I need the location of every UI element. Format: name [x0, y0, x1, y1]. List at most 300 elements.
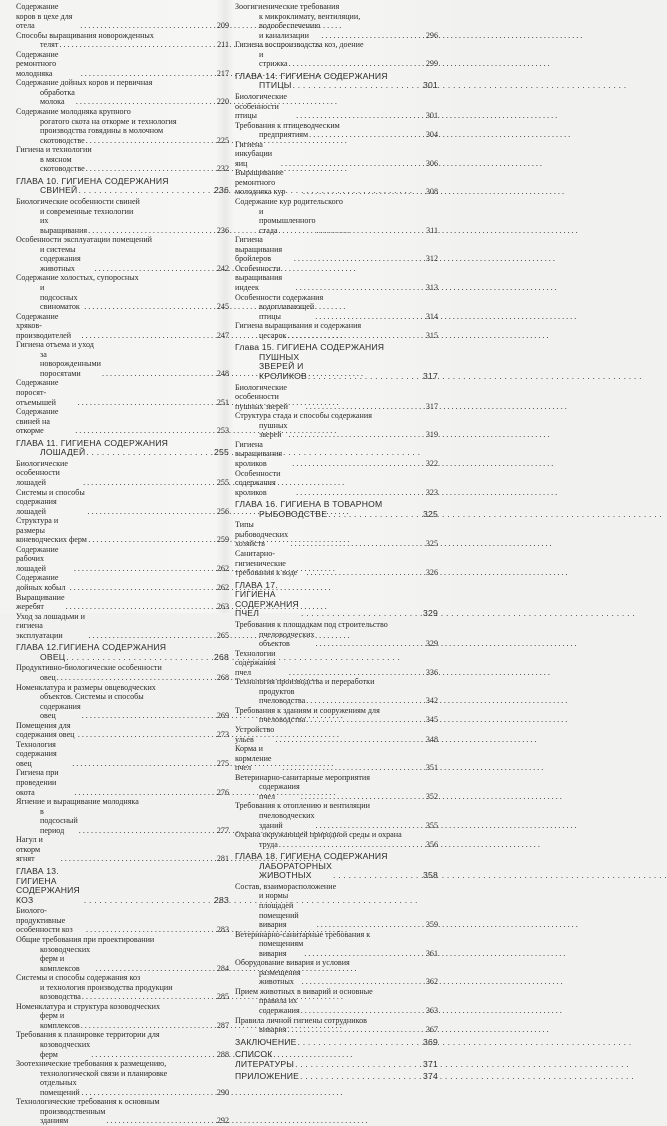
- entry-title-line: объектов. Системы и способы: [40, 692, 144, 702]
- page-number: 317: [423, 371, 438, 382]
- chapter-heading: [16, 177, 229, 196]
- dot-leader: [81, 1088, 215, 1098]
- toc-entry: [16, 740, 229, 769]
- page-number: 283: [214, 894, 229, 905]
- entry-title-line: Требования к зданиям и сооружениям для: [235, 705, 380, 715]
- toc-entry: [235, 469, 438, 498]
- dot-leader: [88, 535, 216, 545]
- dot-leader: [309, 130, 425, 140]
- toc-entry: [235, 1016, 438, 1035]
- chapter-heading: [235, 343, 438, 381]
- entry-title-line: содержания овец: [40, 701, 81, 721]
- page-number: 323: [425, 487, 438, 497]
- dot-leader: [295, 1060, 422, 1070]
- entry-title-line: предприятиям: [259, 130, 309, 140]
- entry-title-line: ГЛАВА 10. ГИГИЕНА СОДЕРЖАНИЯ: [16, 175, 169, 186]
- entry-title-line: Содержание хряков-производителей: [16, 311, 72, 340]
- page-number: 245: [216, 302, 229, 312]
- entry-title-line: Содержание свиней на откорме: [16, 407, 59, 436]
- dot-leader: [82, 992, 216, 1002]
- dot-leader: [82, 711, 216, 721]
- dot-leader: [315, 312, 425, 322]
- toc-entry: [235, 549, 438, 578]
- entry-title-line: отдельных помещений: [40, 1078, 80, 1097]
- entry-title-line: за новорожденными поросятами: [40, 349, 101, 378]
- entry-title-line: Содержание холостых, супоросных: [16, 273, 139, 283]
- page-number: 292: [216, 1116, 229, 1126]
- entry-title-line: козоводческих ферм: [40, 1039, 91, 1059]
- page-number: 209: [216, 21, 229, 31]
- page-number: 251: [216, 397, 229, 407]
- page-number: 225: [216, 135, 229, 145]
- toc-entry: [235, 677, 438, 706]
- entry-title-line: Технологии содержания пчел: [235, 648, 276, 677]
- toc-entry: [235, 197, 438, 235]
- entry-title-line: Гигиена и технологии: [16, 145, 92, 155]
- toc-entry: [16, 612, 229, 641]
- entry-title-line: ферм и комплексов: [40, 1011, 80, 1030]
- dot-leader: [88, 507, 216, 517]
- page-number: 336: [425, 667, 438, 677]
- toc-entry: [235, 92, 438, 121]
- entry-title-line: водообеспечению и канализации: [259, 21, 321, 40]
- dot-leader: [321, 31, 425, 41]
- entry-title-line: Гигиена выращивания кроликов: [235, 439, 283, 468]
- page-number: 301: [423, 80, 438, 91]
- page-number: 313: [425, 282, 438, 292]
- entry-title-line: и технология производства продукции: [40, 982, 173, 992]
- dot-leader: [301, 1006, 425, 1016]
- dot-leader: [86, 925, 216, 935]
- toc-entry: [235, 830, 438, 849]
- page-number: 256: [216, 506, 229, 516]
- dot-leader: [76, 97, 216, 107]
- entry-title-line: Особенности содержания: [235, 292, 324, 302]
- dot-leader: [78, 186, 213, 196]
- dot-leader: [300, 1072, 422, 1082]
- dot-leader: [86, 164, 216, 174]
- page-number: 296: [425, 30, 438, 40]
- toc-entry: [16, 1059, 229, 1097]
- entry-title-line: Особенности эксплуатации помещений: [16, 235, 152, 245]
- page-number: 284: [216, 963, 229, 973]
- entry-title-line: Содержание дойных коров и первичная: [16, 78, 153, 88]
- toc-entry: [16, 2, 229, 31]
- page-number: 317: [425, 401, 438, 411]
- dot-leader: [333, 871, 422, 881]
- page-number: 299: [425, 59, 438, 69]
- dot-leader: [86, 136, 216, 146]
- entry-title-line: Требования к планировке территории для: [16, 1030, 160, 1040]
- chapter-heading: [235, 852, 438, 881]
- page-number: 322: [425, 458, 438, 468]
- entry-title-line: козоводческих ферм и комплексов: [40, 944, 91, 973]
- entry-title-line: Содержание кур родительского: [235, 197, 343, 207]
- toc-left-column: [16, 2, 229, 1126]
- dot-leader: [89, 631, 216, 641]
- toc-entry: [235, 440, 438, 469]
- page-number: 355: [425, 820, 438, 830]
- toc-entry: [235, 383, 438, 412]
- entry-title-line: Типы рыбоводческих хозяйств: [235, 520, 289, 549]
- toc-entry: [16, 378, 229, 407]
- page-number: 363: [425, 1006, 438, 1016]
- entry-title-line: вивария: [259, 1025, 287, 1035]
- page-number: 242: [216, 263, 229, 273]
- entry-title-line: Корма и кормление пчел: [235, 744, 272, 773]
- page-number: 329: [423, 608, 438, 619]
- toc-entry: [16, 407, 229, 436]
- entry-title-line: Технологические требования к основным: [16, 1097, 160, 1107]
- entry-title-line: и нормы площадей помещений вивария: [259, 891, 299, 930]
- dot-leader: [78, 730, 216, 740]
- toc-entry: [235, 725, 438, 744]
- toc-entry: [16, 312, 229, 341]
- entry-title-line: и системы содержания животных: [40, 244, 81, 273]
- page-number: 312: [425, 254, 438, 264]
- entry-title-line: ГЛАВА 14. ГИГИЕНА СОДЕРЖАНИЯ: [235, 70, 388, 81]
- entry-title-line: производства говядины в молочном: [40, 126, 164, 136]
- dot-leader: [78, 398, 216, 408]
- dot-leader: [306, 402, 425, 412]
- entry-title-line: Помещения для содержания овец: [16, 720, 75, 740]
- entry-title-line: Содержание коров в цехе для отела: [16, 2, 73, 31]
- toc-entry: [235, 293, 438, 322]
- page-number: 247: [216, 330, 229, 340]
- dot-leader: [59, 40, 216, 50]
- toc-entry: [16, 488, 229, 517]
- entry-title-line: Гигиена инкубации яиц: [235, 139, 273, 168]
- toc-entry: [16, 459, 229, 488]
- dot-leader: [275, 735, 425, 745]
- page-number: 352: [425, 791, 438, 801]
- dot-leader: [83, 478, 216, 488]
- entry-title-line: Требования к отоплению и вентиляции: [235, 801, 370, 811]
- toc-entry: [235, 987, 438, 1016]
- page-number: 255: [214, 447, 229, 458]
- entry-title-line: Системы и способы содержания коз: [16, 973, 141, 983]
- entry-title-line: Биолого-продуктивные особенности коз: [16, 906, 73, 935]
- entry-title-line: Содержание ремонтного молодняка: [16, 49, 59, 78]
- entry-title-line: ГЛАВА 18. ГИГИЕНА СОДЕРЖАНИЯ: [235, 851, 388, 862]
- dot-leader: [301, 792, 425, 802]
- entry-title-line: их выращивания: [40, 216, 88, 235]
- page-number: 290: [216, 1087, 229, 1097]
- dot-leader: [288, 1025, 425, 1035]
- toc-entry: [235, 801, 438, 830]
- page-number: 308: [425, 187, 438, 197]
- page-number: 288: [216, 1049, 229, 1059]
- entry-title-line: ОВЕЦ: [40, 651, 66, 662]
- entry-title-line: ГЛАВА 13. ГИГИЕНА СОДЕРЖАНИЯ КОЗ: [16, 865, 80, 905]
- page-number: 361: [425, 948, 438, 958]
- page-number: 319: [425, 430, 438, 440]
- entry-title-line: скотоводстве: [40, 135, 85, 145]
- entry-title-line: к микроклимату, вентиляции,: [259, 11, 361, 21]
- page-number: 342: [425, 696, 438, 706]
- dot-leader: [75, 426, 216, 436]
- entry-title-line: пушных зверей: [259, 420, 288, 440]
- entry-title-line: Биологические особенности птицы: [235, 92, 287, 121]
- toc-entry: [235, 930, 438, 959]
- entry-title-line: Устройство ульев: [235, 725, 275, 744]
- entry-title-line: Правила личной гигиены сотрудников: [235, 1015, 367, 1025]
- entry-title-line: Требования к птицеводческим: [235, 120, 340, 130]
- entry-title-line: помещениям вивария: [259, 939, 304, 958]
- page-number: 217: [216, 68, 229, 78]
- toc-entry: [235, 882, 438, 930]
- entry-title-line: Зоотехнические требования к размещению,: [16, 1059, 167, 1069]
- page-number: 358: [423, 870, 438, 881]
- chapter-heading: [235, 1050, 438, 1069]
- chapter-heading: [16, 867, 229, 905]
- toc-entry: [16, 973, 229, 1002]
- toc-entry: [16, 683, 229, 721]
- entry-title-line: Биологические особенности лошадей: [16, 458, 68, 487]
- toc-entry: [16, 78, 229, 107]
- chapter-heading: [235, 581, 438, 619]
- entry-title-line: Содержание молодняка крупного: [16, 107, 131, 117]
- dot-leader: [292, 459, 425, 469]
- dot-leader: [66, 602, 216, 612]
- entry-title-line: пчеловодческих объектов: [259, 629, 315, 649]
- toc-entry: [16, 797, 229, 835]
- page-number: 345: [425, 715, 438, 725]
- entry-title-line: козоводства: [40, 992, 81, 1002]
- entry-title-line: ЗАКЛЮЧЕНИЕ: [235, 1036, 297, 1047]
- page-number: 329: [425, 639, 438, 649]
- chapter-heading: [235, 1072, 438, 1082]
- page-number: 275: [216, 758, 229, 768]
- entry-title-line: Содержание дойных кобыл: [16, 573, 66, 592]
- entry-title-line: ГЛАВА 16. ГИГИЕНА В ТОВАРНОМ: [235, 499, 383, 510]
- entry-title-line: СПИСОК ЛИТЕРАТУРЫ: [235, 1049, 295, 1069]
- entry-title-line: Структура и размеры коневодческих ферм: [16, 516, 87, 545]
- entry-title-line: ГЛАВА 17. ГИГИЕНА СОДЕРЖАНИЯ ПЧЕЛ: [235, 579, 299, 619]
- page-number: 362: [425, 977, 438, 987]
- page-number: 232: [216, 164, 229, 174]
- dot-leader: [304, 949, 425, 959]
- chapter-heading: [235, 500, 438, 519]
- entry-title-line: технологической связи и планировке: [40, 1068, 168, 1078]
- page-number: 359: [425, 920, 438, 930]
- entry-title-line: Системы и способы содержания лошадей: [16, 487, 85, 516]
- entry-title-line: телят: [40, 40, 59, 50]
- toc-entry: [235, 958, 438, 987]
- entry-title-line: Структура стада и способы содержания: [235, 411, 372, 421]
- toc-entry: [16, 573, 229, 592]
- entry-title-line: цесарок: [259, 330, 287, 340]
- page-number: 371: [423, 1058, 438, 1069]
- page-number: 367: [425, 1025, 438, 1035]
- page-number: 253: [216, 426, 229, 436]
- page-number: 259: [216, 535, 229, 545]
- entry-title-line: Способы выращивания новорожденных: [16, 30, 154, 40]
- entry-title-line: содержания пчел: [259, 782, 300, 801]
- page-number: 268: [214, 651, 229, 662]
- page-number: 311: [426, 225, 438, 235]
- entry-title-line: РЫБОВОДСТВЕ: [259, 508, 328, 519]
- entry-title-line: и подсосных свиноматок: [40, 282, 80, 312]
- toc-right-column: [235, 2, 438, 1083]
- toc-entry: [16, 593, 229, 612]
- entry-title-line: размещения животных: [259, 967, 301, 987]
- dot-leader: [316, 821, 425, 831]
- dot-leader: [84, 896, 213, 906]
- page-number: 277: [216, 825, 229, 835]
- dot-leader: [66, 653, 213, 663]
- page-number: 236: [214, 185, 229, 196]
- dot-leader: [70, 583, 216, 593]
- page-number: 269: [216, 711, 229, 721]
- toc-entry: [16, 235, 229, 273]
- page-number: 326: [425, 568, 438, 578]
- entry-title-line: пчеловодческих зданий: [259, 810, 315, 830]
- toc-entry: [235, 264, 438, 293]
- entry-title-line: Требования к площадкам под строительство: [235, 620, 388, 630]
- entry-title-line: Гигиена при проведении окота: [16, 768, 59, 797]
- dot-leader: [57, 673, 216, 683]
- entry-title-line: Ветеринарно-санитарные мероприятия: [235, 772, 370, 782]
- entry-title-line: правила их содержания: [259, 996, 300, 1016]
- toc-entry: [235, 235, 438, 264]
- entry-title-line: Особенности выращивания индеек: [235, 263, 283, 292]
- dot-leader: [91, 1050, 216, 1060]
- page-number: 314: [425, 311, 438, 321]
- dot-leader: [80, 21, 216, 31]
- dot-leader: [88, 226, 216, 236]
- dot-leader: [79, 826, 216, 836]
- entry-title-line: труда: [259, 839, 278, 849]
- dot-leader: [282, 763, 425, 773]
- dot-leader: [306, 568, 424, 578]
- entry-title-line: Гигиена выращивания бройлеров: [235, 235, 283, 264]
- entry-title-line: Гигиена воспроизводства коз, доение: [235, 40, 364, 50]
- entry-title-line: Охрана окружающей природной среды и охрана: [235, 830, 402, 840]
- page-number: 265: [216, 630, 229, 640]
- toc-entry: [16, 721, 229, 740]
- entry-title-line: Номенклатура и размеры овцеводческих: [16, 682, 156, 692]
- toc-entry: [16, 545, 229, 574]
- entry-title-line: Биологические особенности пушных зверей: [235, 382, 288, 411]
- entry-title-line: Санитарно-гигиенические требования к воде: [235, 549, 298, 578]
- toc-entry: [16, 935, 229, 973]
- toc-entry: [16, 50, 229, 79]
- dot-leader: [279, 840, 425, 850]
- toc-entry: [16, 1002, 229, 1031]
- entry-title-line: Нагул и откорм ягнят: [16, 835, 43, 864]
- page-number: 248: [216, 368, 229, 378]
- dot-leader: [96, 964, 216, 974]
- entry-title-line: Номенклатура и структура козоводческих: [16, 1001, 161, 1011]
- page-number: 262: [216, 563, 229, 573]
- entry-title-line: Гигиена отъема и уход: [16, 340, 94, 350]
- dot-leader: [306, 715, 425, 725]
- page-number: 281: [216, 854, 229, 864]
- toc-entry: [235, 121, 438, 140]
- entry-title-line: СВИНЕЙ: [40, 185, 78, 196]
- toc-entry: [16, 906, 229, 935]
- entry-title-line: ЛАБОРАТОРНЫХ ЖИВОТНЫХ: [259, 860, 333, 881]
- toc-entry: [16, 31, 229, 50]
- page-number: 262: [216, 583, 229, 592]
- entry-title-line: водоплавающей птицы: [259, 302, 315, 321]
- chapter-heading: [235, 72, 438, 91]
- dot-leader: [291, 539, 425, 549]
- toc-entry: [16, 768, 229, 797]
- page-number: 273: [216, 730, 229, 740]
- chapter-heading: [16, 439, 229, 458]
- toc-entry: [235, 168, 438, 197]
- dot-leader: [95, 264, 216, 274]
- dot-leader: [86, 448, 213, 458]
- toc-entry: [16, 1097, 229, 1126]
- dot-leader: [317, 920, 425, 930]
- entry-title-line: Биологические особенности свиней: [16, 197, 140, 207]
- toc-entry: [235, 2, 438, 40]
- toc-entry: [235, 520, 438, 549]
- dot-leader: [281, 159, 425, 169]
- entry-title-line: Уход за лошадьми и гигиена эксплуатации: [16, 611, 85, 640]
- page-number: 374: [423, 1071, 438, 1082]
- dot-leader: [296, 283, 425, 293]
- dot-leader: [287, 331, 424, 341]
- dot-leader: [288, 430, 424, 440]
- entry-title-line: овец: [40, 673, 56, 683]
- toc-entry: [235, 744, 438, 773]
- page-number: 220: [216, 97, 229, 107]
- toc-entry: [16, 663, 229, 682]
- dot-leader: [82, 331, 216, 341]
- dot-leader: [74, 788, 216, 798]
- entry-title-line: в подсосный период: [40, 806, 78, 835]
- page-number: 287: [216, 1020, 229, 1030]
- entry-title-line: обработка молока: [40, 87, 75, 107]
- entry-title-line: и современные технологии: [40, 206, 134, 216]
- page-number: 304: [425, 130, 438, 140]
- dot-leader: [302, 977, 425, 987]
- page-number: 263: [216, 602, 229, 612]
- toc-entry: [16, 145, 229, 174]
- dot-leader: [303, 187, 425, 197]
- entry-title-line: ПРИЛОЖЕНИЕ: [235, 1071, 300, 1082]
- entry-title-line: пчеловодства: [259, 715, 306, 725]
- toc-entry: [235, 620, 438, 649]
- entry-title-line: Прием животных в виварий и основные: [235, 986, 373, 996]
- entry-title-line: ГЛАВА 12.ГИГИЕНА СОДЕРЖАНИЯ: [16, 642, 167, 653]
- entry-title-line: Состав, взаиморасположение: [235, 881, 337, 891]
- entry-title-line: ПТИЦЫ: [259, 80, 292, 91]
- dot-leader: [106, 1116, 215, 1126]
- entry-title-line: Технология производства и переработки: [235, 677, 375, 687]
- toc-entry: [235, 706, 438, 725]
- page-number: 348: [425, 734, 438, 744]
- entry-title-line: Ветеринарно-санитарные требования к: [235, 929, 371, 939]
- entry-title-line: Оборудование вивария и условия: [235, 958, 350, 968]
- dot-leader: [306, 696, 425, 706]
- chapter-heading: [16, 643, 229, 662]
- entry-title-line: Зоогигиенические требования: [235, 2, 340, 11]
- entry-title-line: Гигиена выращивания и содержания: [235, 321, 362, 331]
- dot-leader: [294, 254, 425, 264]
- entry-title-line: Продуктивно-биологические особенности: [16, 663, 162, 673]
- page-number: 283: [216, 925, 229, 935]
- toc-entry: [235, 40, 438, 69]
- toc-entry: [235, 411, 438, 440]
- dot-leader: [298, 1038, 423, 1048]
- page-number: 268: [216, 673, 229, 683]
- dot-leader: [317, 226, 426, 236]
